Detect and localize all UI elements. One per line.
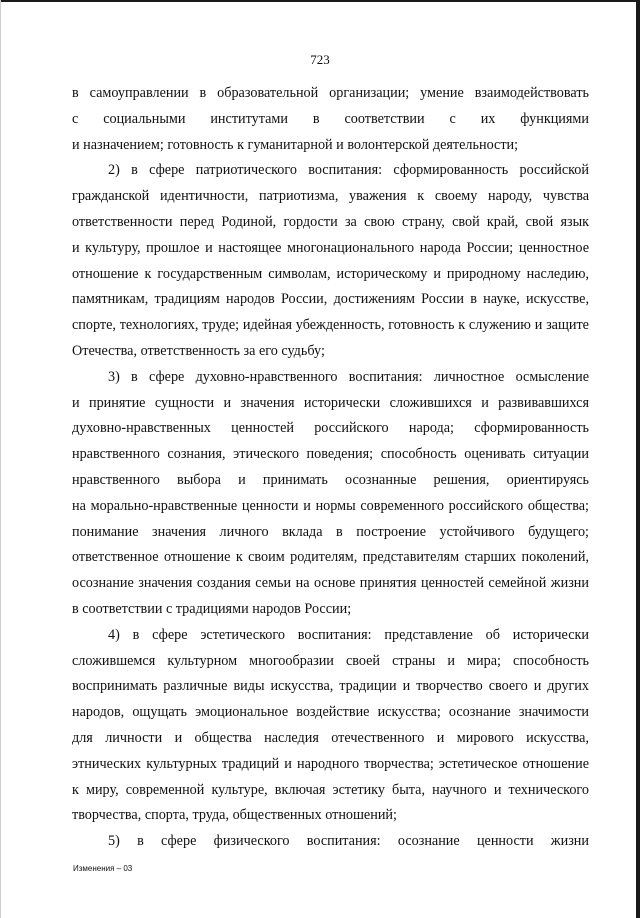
- text-line: отношение к государственным символам, историческому и природному наследию,: [72, 265, 589, 282]
- text-line: с социальными институтами в соответствии с их функциями: [72, 110, 589, 127]
- text-line: сложившемся культурном многообразии своей страны и мира; способность: [72, 652, 589, 669]
- text-line: спорте, технологиях, труде; идейная убежденность, готовность к служению и защите: [72, 317, 589, 334]
- footer-revision-note: Изменения – 03: [73, 864, 133, 873]
- text-line: и назначением; готовность к гуманитарной и волонтерской деятельности;: [72, 136, 519, 153]
- text-line: духовно-нравственных ценностей российского народа; сформированность: [72, 420, 589, 437]
- page-border-top: [0, 0, 640, 2]
- text-line: в самоуправлении в образовательной организации; умение взаимодействовать: [72, 85, 589, 101]
- text-line: понимание значения личного вклада в построение устойчивого будущего;: [72, 523, 589, 540]
- text-line: гражданской идентичности, патриотизма, уважения к своему народу, чувства: [72, 188, 589, 205]
- text-line: и культуру, прошлое и настоящее многонационального народа России; ценностное: [72, 239, 589, 256]
- paragraph-first-line: 5) в сфере физического воспитания: осознание ценности жизни: [108, 833, 589, 850]
- text-line: в соответствии с традициями народов России;: [72, 600, 352, 617]
- text-line: ответственное отношение к своим родителям, представителям старших поколений,: [72, 549, 589, 566]
- text-line: осознание значения создания семьи на основе принятия ценностей семейной жизни: [72, 575, 589, 592]
- page-border-right: [636, 0, 640, 918]
- text-line: воспринимать различные виды искусства, традиции и творчество своего и других: [72, 678, 589, 695]
- text-line: творчества, спорта, труда, общественных отношений;: [72, 807, 397, 824]
- text-line: к миру, современной культуре, включая эстетику быта, научного и технического: [72, 781, 589, 798]
- document-body: [72, 81, 589, 855]
- text-line: для личности и общества наследия отечественного и мирового искусства,: [72, 729, 589, 746]
- text-line: памятникам, традициям народов России, достижениям России в науке, искусстве,: [72, 291, 589, 308]
- page-number: 723: [310, 52, 330, 67]
- paragraph-first-line: 4) в сфере эстетического воспитания: представление об исторически: [108, 626, 589, 643]
- text-line: Отечества, ответственность за его судьбу;: [72, 342, 325, 359]
- text-line: нравственного сознания, этического поведения; способность оценивать ситуации: [72, 446, 589, 463]
- text-line: нравственного выбора и принимать осознанные решения, ориентируясь: [72, 471, 589, 488]
- text-line: на морально-нравственные ценности и нормы современного российского общества;: [72, 497, 589, 514]
- paragraph-first-line: 2) в сфере патриотического воспитания: сформированность российской: [108, 162, 589, 179]
- text-line: ответственности перед Родиной, гордости за свою страну, свой край, свой язык: [72, 213, 589, 230]
- text-line: народов, ощущать эмоциональное воздействие искусства; осознание значимости: [72, 704, 589, 721]
- page-border-left: [0, 0, 1, 918]
- text-line: этнических культурных традиций и народного творчества; эстетическое отношение: [72, 755, 589, 772]
- paragraph-first-line: 3) в сфере духовно-нравственного воспитания: личностное осмысление: [108, 368, 589, 385]
- text-line: и принятие сущности и значения исторически сложившихся и развивавшихся: [72, 394, 589, 411]
